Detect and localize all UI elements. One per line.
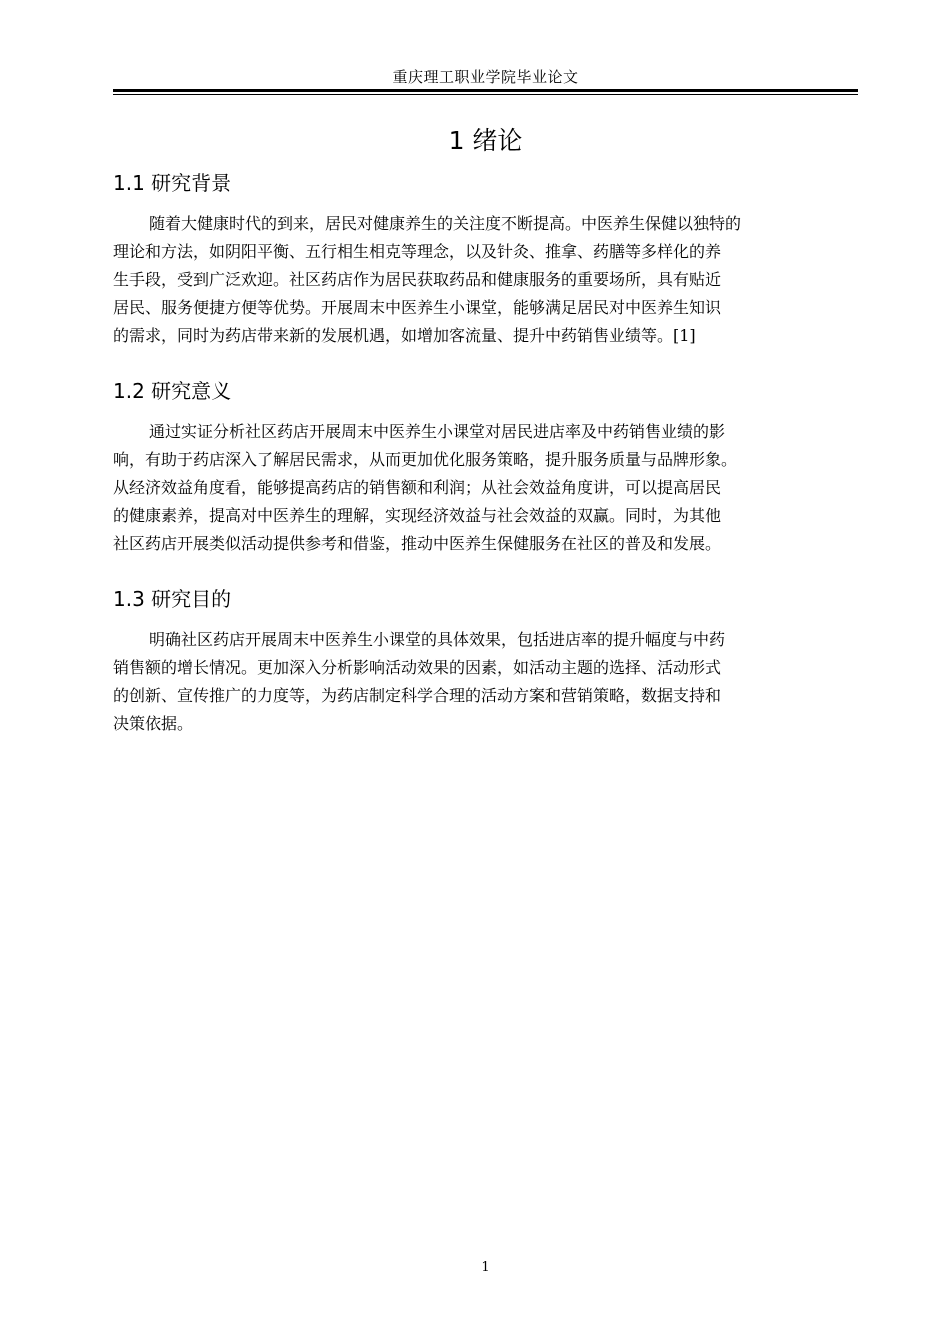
paragraph-line: 居民、服务便捷方便等优势。开展周末中医养生小课堂，能够满足居民对中医养生知识 (113, 298, 722, 317)
running-header: 重庆理工职业学院毕业论文 (392, 68, 579, 86)
paragraph-line: 社区药店开展类似活动提供参考和借鉴，推动中医养生保健服务在社区的普及和发展。 (113, 534, 722, 553)
paragraph-line: 的需求，同时为药店带来新的发展机遇，如增加客流量、提升中药销售业绩等。[1] (113, 326, 696, 345)
header-rule-thin (113, 94, 858, 95)
section-heading-background: 1.1 研究背景 (113, 171, 232, 195)
section-heading-purpose: 1.3 研究目的 (113, 587, 232, 611)
paragraph-line: 响，有助于药店深入了解居民需求，从而更加优化服务策略，提升服务质量与品牌形象。 (113, 450, 738, 469)
paragraph-line: 的创新、宣传推广的力度等，为药店制定科学合理的活动方案和营销策略，数据支持和 (113, 686, 722, 705)
paragraph-purpose (113, 626, 858, 738)
page-number: 1 (481, 1260, 490, 1275)
paragraph-line: 生手段，受到广泛欢迎。社区药店作为居民获取药品和健康服务的重要场所，具有贴近 (113, 270, 722, 289)
paragraph-line: 通过实证分析社区药店开展周末中医养生小课堂对居民进店率及中药销售业绩的影 (149, 422, 726, 441)
paragraph-line: 随着大健康时代的到来，居民对健康养生的关注度不断提高。中医养生保健以独特的 (149, 214, 742, 233)
section-heading-significance: 1.2 研究意义 (113, 379, 232, 403)
paragraph-line: 销售额的增长情况。更加深入分析影响活动效果的因素，如活动主题的选择、活动形式 (113, 658, 722, 677)
paragraph-line: 从经济效益角度看，能够提高药店的销售额和利润；从社会效益角度讲，可以提高居民 (113, 478, 722, 497)
paragraph-significance (113, 418, 858, 558)
paragraph-background (113, 210, 858, 350)
paragraph-line: 理论和方法，如阴阳平衡、五行相生相克等理念，以及针灸、推拿、药膳等多样化的养 (113, 242, 722, 261)
chapter-title: 1 绪论 (448, 126, 523, 155)
paragraph-line: 明确社区药店开展周末中医养生小课堂的具体效果，包括进店率的提升幅度与中药 (149, 630, 726, 649)
paragraph-line: 决策依据。 (113, 714, 194, 733)
paragraph-line: 的健康素养，提高对中医养生的理解，实现经济效益与社会效益的双赢。同时，为其他 (113, 506, 722, 525)
header-rule-thick (113, 89, 858, 92)
